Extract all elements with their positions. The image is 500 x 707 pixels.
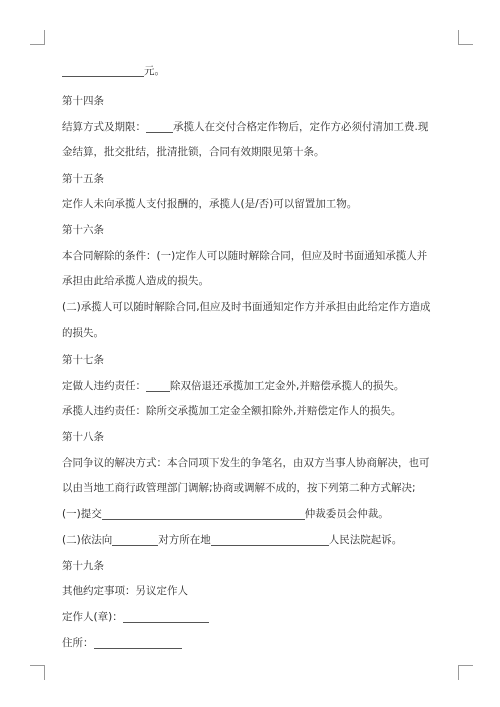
termination-clause-1: 本合同解除的条件：(一)定作人可以随时解除合同，但应及时书面通知承揽人并 — [62, 250, 428, 262]
settlement-label: 结算方式及期限： — [62, 121, 146, 133]
arbitration-commission-blank[interactable] — [102, 508, 305, 520]
settlement-text-cont: 金结算，批交批结，批清批锁，合同有效期限见第十条。 — [62, 146, 325, 158]
crop-mark-top-left — [30, 30, 45, 45]
lien-clause: 定作人未向承揽人支付报酬的，承揽人(是/否)可以留置加工物。 — [62, 198, 358, 210]
arbitration-prefix: (一)提交 — [62, 508, 102, 520]
termination-clause-1-cont: 承担由此给承揽人造成的损失。 — [62, 275, 209, 287]
litigation-prefix: (二)依法向 — [62, 534, 113, 546]
address-line — [62, 637, 182, 649]
dispute-clause: 合同争议的解决方式：本合同项下发生的争笔名，由双方当事人协商解决，也可 — [62, 457, 430, 469]
article-15-heading: 第十五条 — [62, 173, 104, 185]
amount-blank[interactable] — [62, 65, 144, 77]
other-matters-line: 其他约定事项：另议定作人 — [62, 585, 188, 597]
article-17-heading: 第十七条 — [62, 354, 104, 366]
litigation-location-blank[interactable] — [211, 534, 329, 546]
settlement-line — [62, 121, 428, 133]
crop-mark-bottom-right — [458, 665, 473, 680]
arbitration-suffix: 仲裁委员会仲裁。 — [304, 508, 389, 520]
arbitration-line — [62, 508, 389, 520]
contractor-liability-line: 承揽人违约责任：除所交承揽加工定金全额扣除外,并赔偿定作人的损失。 — [62, 405, 402, 417]
orderer-seal-label: 定作人(章)： — [62, 611, 123, 623]
settlement-blank[interactable] — [146, 121, 173, 133]
article-14-heading: 第十四条 — [62, 95, 104, 107]
settlement-text: 承揽人在交付合格定作物后，定作方必须付清加工费.现 — [173, 121, 429, 133]
litigation-party-blank[interactable] — [112, 534, 158, 546]
amount-suffix: 元。 — [144, 65, 165, 77]
litigation-middle: 对方所在地 — [158, 534, 211, 546]
crop-mark-bottom-left — [30, 665, 45, 680]
crop-mark-top-right — [458, 30, 473, 45]
article-16-heading: 第十六条 — [62, 224, 104, 236]
litigation-suffix: 人民法院起诉。 — [328, 534, 403, 546]
dispute-clause-cont: 以由当地工商行政管理部门调解;协商或调解不成的，按下列第二种方式解决; — [62, 482, 416, 494]
orderer-seal-blank[interactable] — [123, 611, 209, 623]
orderer-liability-label: 定做人违约责任： — [62, 380, 146, 392]
article-18-heading: 第十八条 — [62, 431, 104, 443]
article-19-heading: 第十九条 — [62, 560, 104, 572]
address-blank[interactable] — [94, 637, 182, 649]
orderer-seal-line — [62, 611, 209, 623]
termination-clause-2-cont: 的损失。 — [62, 327, 104, 339]
address-label: 住所： — [62, 637, 94, 649]
orderer-liability-blank[interactable] — [146, 380, 170, 392]
termination-clause-2: (二)承揽人可以随时解除合同,但应及时书面通知定作方并承担由此给定作方造成 — [62, 301, 431, 313]
amount-line — [62, 65, 165, 77]
orderer-liability-text: 除双倍退还承揽加工定金外,并赔偿承揽人的损失。 — [170, 380, 405, 392]
orderer-liability-line — [62, 380, 404, 392]
litigation-line — [62, 534, 402, 546]
